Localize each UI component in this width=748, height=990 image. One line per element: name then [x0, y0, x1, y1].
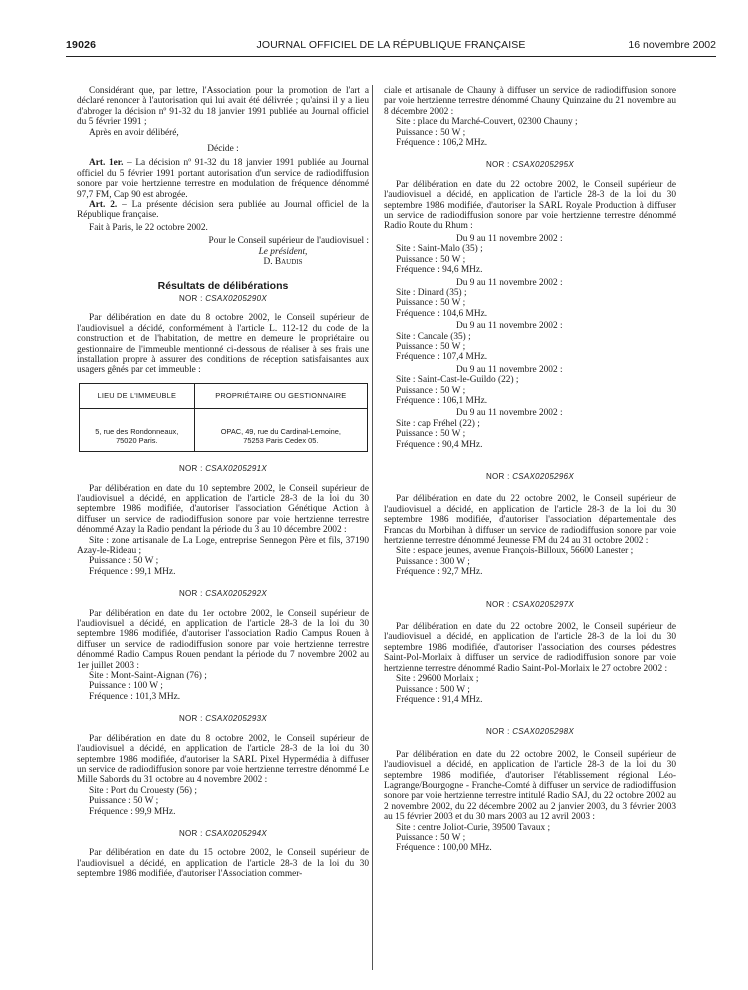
left-column: [77, 86, 369, 880]
power-295-3: Puissance : 50 W ;: [396, 341, 466, 352]
nor-code: CSAX0205292X: [205, 589, 268, 599]
period-295-4: Du 9 au 11 novembre 2002 :: [456, 364, 563, 375]
column-divider: [372, 85, 373, 970]
nor-prefix: NOR :: [178, 293, 206, 303]
nor-291: NOR : CSAX0205291X: [178, 464, 268, 474]
deliberation-290: Par délibération en date du 8 octobre 2002, le Conseil supérieur de l'audiovisuel a décidé, conformément à l'article L. 112-12 du code de la construction et de l'habitation, de mettre en demeure le propriétaire ou gestionnaire de l'immeuble mentionné ci-dessous de réaliser à ses frais une installation propre à assurer des conditions de réception satisfaisantes aux usagers gênés par cet immeuble :: [77, 313, 369, 376]
nor-code: CSAX0205295X: [512, 160, 575, 170]
nor-296: NOR : CSAX0205296X: [485, 472, 575, 481]
site-294: Site : place du Marché-Couvert, 02300 Chauny ;: [396, 117, 578, 128]
site-295-3: Site : Cancale (35) ;: [396, 331, 471, 342]
table-cell-location: [80, 409, 195, 452]
article-2-label: Art. 2.: [89, 200, 118, 211]
site-298: Site : centre Joliot-Curie, 39500 Tavaux ;: [396, 822, 551, 833]
power-294: Puissance : 50 W ;: [396, 127, 466, 138]
owner-line-2: 75253 Paris Cedex 05.: [243, 436, 319, 446]
table-header-owner: PROPRIÉTAIRE OU GESTIONNAIRE: [194, 383, 367, 408]
page-header: [66, 37, 716, 55]
signature-name: D. Baudis: [263, 257, 303, 268]
frequency-295-3: Fréquence : 107,4 MHz.: [396, 352, 488, 363]
deliberation-294: Par délibération en date du 15 octobre 2002, le Conseil supérieur de l'audiovisuel a décidé, en application de l'article 28-3 de la loi du 30 septembre 1986 modifiée, d'autoriser l'Association commer-: [77, 848, 369, 880]
nor-code: CSAX0205290X: [205, 293, 268, 303]
header-rule: [66, 56, 716, 57]
frequency-298: Fréquence : 100,00 MHz.: [396, 843, 492, 854]
frequency-297: Fréquence : 91,4 MHz.: [396, 694, 483, 705]
frequency-295-1: Fréquence : 94,6 MHz.: [396, 265, 483, 276]
article-1-text: – La décision nº 91-32 du 18 janvier 1991 publiée au Journal officiel du 5 février 1991 portant autorisation d'un service de radiodiffusion sonore par voie hertzienne terrestre en modulation de fréquence dénommé 97,7 FM, Cap 90 est abrogée.: [77, 158, 369, 200]
power-296: Puissance : 300 W ;: [396, 556, 470, 567]
site-295-2: Site : Dinard (35) ;: [396, 287, 467, 298]
period-295-2: Du 9 au 11 novembre 2002 :: [456, 277, 563, 288]
site-295-1: Site : Saint-Malo (35) ;: [396, 244, 483, 255]
power-295-5: Puissance : 50 W ;: [396, 429, 466, 440]
deliberation-298: Par délibération en date du 22 octobre 2002, le Conseil supérieur de l'audiovisuel a décidé, en application de l'article 28-3 de la loi du 30 septembre 1986 modifiée, d'autoriser l'établissement régional Léo-Lagrange/Bourgogne - Franche-Comté à diffuser un service de radiodiffusion sonore par voie hertzienne terrestre intitulé Radio SAJ, du 22 octobre 2002 au 2 novembre 2002, du 22 décembre 2002 au 2 janvier 2003, du 3 février 2003 au 15 février 2003 et du 30 mars 2003 au 12 avril 2003 :: [384, 749, 676, 823]
table-header-location: LIEU DE L'IMMEUBLE: [80, 383, 195, 408]
building-table: [79, 383, 368, 452]
nor-code: CSAX0205293X: [205, 714, 268, 724]
nor-code: CSAX0205291X: [205, 464, 268, 474]
period-295-5: Du 9 au 11 novembre 2002 :: [456, 408, 563, 419]
table-cell-owner: [194, 409, 367, 452]
nor-295: NOR : CSAX0205295X: [485, 160, 575, 170]
site-296: Site : espace jeunes, avenue François-Billoux, 56600 Lanester ;: [396, 546, 634, 557]
owner-line-1: OPAC, 49, rue du Cardinal-Lemoine,: [220, 427, 341, 437]
site-292: Site : Mont-Saint-Aignan (76) ;: [89, 671, 207, 682]
section-nor: [77, 294, 369, 304]
page-number: 19026: [66, 39, 97, 51]
frequency-296: Fréquence : 92,7 MHz.: [396, 567, 483, 578]
site-293: Site : Port du Crouesty (56) ;: [89, 785, 197, 796]
power-293: Puissance : 50 W ;: [89, 796, 159, 807]
power-295-2: Puissance : 50 W ;: [396, 298, 466, 309]
nor-297: NOR : CSAX0205297X: [485, 599, 575, 609]
deliberation-294-continued: ciale et artisanale de Chauny à diffuser un service de radiodiffusion sonore par voie hertzienne terrestre dénommé Chauny Quinzaine du 21 novembre au 8 décembre 2002 :: [384, 86, 676, 117]
fait-line: Fait à Paris, le 22 octobre 2002.: [89, 222, 208, 233]
frequency-295-4: Fréquence : 106,1 MHz.: [396, 395, 488, 406]
power-292: Puissance : 100 W ;: [89, 681, 163, 692]
article-2-text: – La présente décision sera publiée au Journal officiel de la République française.: [77, 200, 369, 221]
article-1: [77, 158, 369, 200]
location-line-1: 5, rue des Rondonneaux,: [95, 427, 179, 437]
nor-code: CSAX0205297X: [512, 599, 575, 609]
period-295-3: Du 9 au 11 novembre 2002 :: [456, 321, 563, 332]
frequency-294: Fréquence : 106,2 MHz.: [396, 138, 488, 149]
frequency-291: Fréquence : 99,1 MHz.: [89, 566, 176, 577]
frequency-295-5: Fréquence : 90,4 MHz.: [396, 439, 483, 450]
right-column: [384, 86, 676, 854]
intro-deliberation: Après en avoir délibéré,: [89, 127, 179, 138]
nor-298: NOR : CSAX0205298X: [485, 727, 575, 737]
journal-title: JOURNAL OFFICIEL DE LA RÉPUBLIQUE FRANÇAISE: [256, 39, 526, 51]
nor-code: CSAX0205296X: [512, 472, 575, 481]
deliberation-295: Par délibération en date du 22 octobre 2002, le Conseil supérieur de l'audiovisuel a décidé, en application de l'article 28-3 de la loi du 30 septembre 1986 modifiée, d'autoriser la SARL Royale Production à diffuser un service de radiodiffusion sonore par voie hertzienne terrestre dénommé Radio Route du Rhum :: [384, 179, 676, 232]
power-291: Puissance : 50 W ;: [89, 556, 159, 567]
decide-line: Décide :: [207, 144, 239, 155]
intro-paragraph: Considérant que, par lettre, l'Association pour la promotion de l'art a déclaré renoncer à l'autorisation qui lui avait été délivrée ; qu'ainsi il y a lieu d'abroger la décision nº 91-32 du 18 janvier 1991 publiée au Journal officiel du 5 février 1991 ;: [77, 86, 369, 128]
frequency-292: Fréquence : 101,3 MHz.: [89, 691, 181, 702]
article-1-label: Art. 1er.: [89, 158, 124, 169]
power-298: Puissance : 50 W ;: [396, 832, 466, 843]
location-line-2: 75020 Paris.: [116, 436, 158, 446]
signature-line-1: Pour le Conseil supérieur de l'audiovisuel :: [208, 236, 369, 247]
power-295-1: Puissance : 50 W ;: [396, 254, 466, 265]
deliberation-296: Par délibération en date du 22 octobre 2002, le Conseil supérieur de l'audiovisuel a décidé, en application de l'article 28-3 de la loi du 30 septembre 1986 modifiée, d'autoriser l'association départementale des Francas du Morbihan à diffuser un service de radiodiffusion sonore par voie hertzienne terrestre dénommé Jeunesse FM du 24 au 31 octobre 2002 :: [384, 494, 676, 547]
frequency-295-2: Fréquence : 104,6 MHz.: [396, 308, 488, 319]
signature-line-2: Le président,: [258, 246, 308, 257]
site-297: Site : 29600 Morlaix ;: [396, 674, 479, 685]
nor-294: NOR : CSAX0205294X: [178, 828, 268, 838]
deliberation-291: Par délibération en date du 10 septembre 2002, le Conseil supérieur de l'audiovisuel a décidé, en application de l'article 28-3 de la loi du 30 septembre 1986 modifiée, d'autoriser l'association Génétique Action à diffuser un service de radiodiffusion sonore par voie hertzienne terrestre dénommé Azay la Radio pendant la période du 3 au 10 décembre 2002 :: [77, 483, 369, 536]
table-row: [80, 409, 368, 452]
site-295-5: Site : cap Fréhel (22) ;: [396, 418, 480, 429]
frequency-293: Fréquence : 99,9 MHz.: [89, 806, 176, 817]
nor-292: NOR : CSAX0205292X: [178, 589, 268, 599]
section-title: Résultats de délibérations: [157, 279, 289, 292]
site-291: Site : zone artisanale de La Loge, entreprise Sennegon Père et fils, 37190 Azay-le-Rideau ;: [77, 535, 369, 556]
power-297: Puissance : 500 W ;: [396, 684, 470, 695]
nor-293: NOR : CSAX0205293X: [178, 714, 268, 724]
period-295-1: Du 9 au 11 novembre 2002 :: [456, 233, 563, 244]
nor-code: CSAX0205294X: [205, 828, 268, 838]
nor-code: CSAX0205298X: [512, 727, 575, 737]
site-295-4: Site : Saint-Cast-le-Guildo (22) ;: [396, 375, 519, 386]
article-2: [77, 200, 369, 221]
deliberation-297: Par délibération en date du 22 octobre 2002, le Conseil supérieur de l'audiovisuel a décidé, en application de l'article 28-3 de la loi du 30 septembre 1986 modifiée, d'autoriser l'association des courses pédestres Saint-Pol-Morlaix à diffuser un service de radiodiffusion sonore par voie hertzienne terrestre dénommé Radio Saint-Pol-Morlaix le 27 octobre 2002 :: [384, 622, 676, 674]
power-295-4: Puissance : 50 W ;: [396, 385, 466, 396]
deliberation-292: Par délibération en date du 1er octobre 2002, le Conseil supérieur de l'audiovisuel a décidé, en application de l'article 28-3 de la loi du 30 septembre 1986 modifiée, d'autoriser l'association Radio Campus Rouen à diffuser un service de radiodiffusion sonore par voie hertzienne terrestre dénommé Radio Campus Rouen pendant la période du 7 novembre 2002 au 1er juillet 2003 :: [77, 608, 369, 671]
issue-date: 16 novembre 2002: [628, 39, 716, 51]
deliberation-293: Par délibération en date du 8 octobre 2002, le Conseil supérieur de l'audiovisuel a décidé, en application de l'article 28-3 de la loi du 30 septembre 1986 modifiée, d'autoriser la SARL Pixel Hypermédia à diffuser un service de radiodiffusion sonore par voie hertzienne terrestre dénommé Le Mille Sabords du 31 octobre au 4 novembre 2002 :: [77, 733, 369, 786]
